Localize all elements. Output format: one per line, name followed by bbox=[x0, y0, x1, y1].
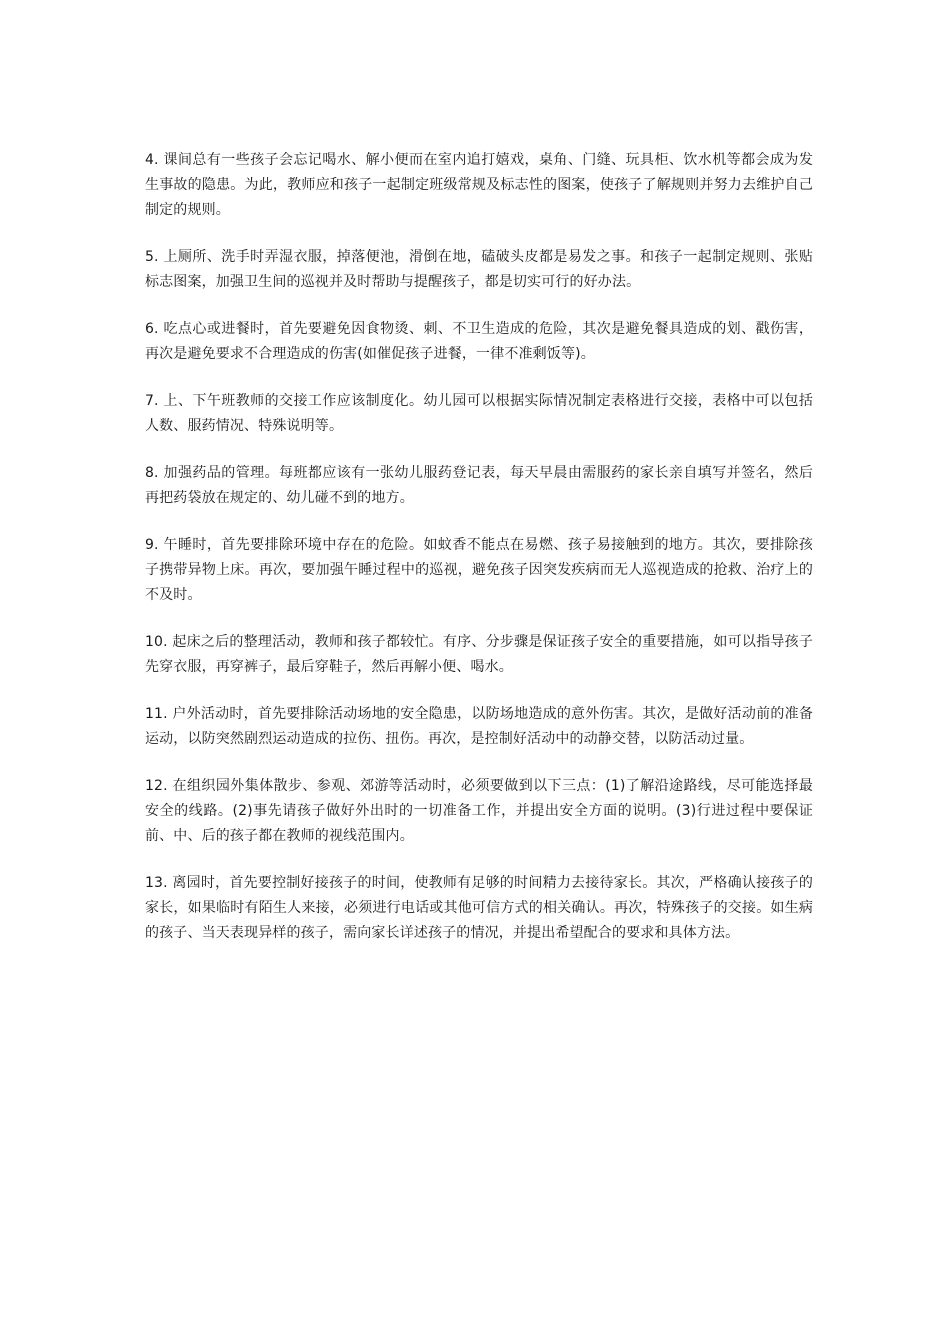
paragraph-item-6: 6. 吃点心或进餐时，首先要避免因食物烫、刺、不卫生造成的危险，其次是避免餐具造成的划、戳伤害，再次是避免要求不合理造成的伤害(如催促孩子进餐，一律不准剩饭等)。 bbox=[145, 321, 813, 362]
paragraph-item-7: 7. 上、下午班教师的交接工作应该制度化。幼儿园可以根据实际情况制定表格进行交接，表格中可以包括人数、服药情况、特殊说明等。 bbox=[145, 393, 813, 434]
paragraph-item-10: 10. 起床之后的整理活动，教师和孩子都较忙。有序、分步骤是保证孩子安全的重要措施，如可以指导孩子先穿衣服，再穿裤子，最后穿鞋子，然后再解小便、喝水。 bbox=[145, 634, 813, 675]
paragraph-item-8: 8. 加强药品的管理。每班都应该有一张幼儿服药登记表，每天早晨由需服药的家长亲自填写并签名，然后再把药袋放在规定的、幼儿碰不到的地方。 bbox=[145, 465, 813, 506]
paragraph-item-5: 5. 上厕所、洗手时弄湿衣服，掉落便池，滑倒在地，磕破头皮都是易发之事。和孩子一起制定规则、张贴标志图案，加强卫生间的巡视并及时帮助与提醒孩子，都是切实可行的好办法。 bbox=[145, 249, 813, 290]
paragraph-item-13: 13. 离园时，首先要控制好接孩子的时间，使教师有足够的时间精力去接待家长。其次，严格确认接孩子的家长，如果临时有陌生人来接，必须进行电话或其他可信方式的相关确认。再次，特殊孩子的交接。如生病的孩子、当天表现异样的孩子，需向家长详述孩子的情况，并提出希望配合的要求和具体方法。 bbox=[145, 875, 813, 941]
paragraph-item-4: 4. 课间总有一些孩子会忘记喝水、解小便而在室内追打嬉戏，桌角、门缝、玩具柜、饮水机等都会成为发生事故的隐患。为此，教师应和孩子一起制定班级常规及标志性的图案，使孩子了解规则并努力去维护自己制定的规则。 bbox=[145, 152, 813, 218]
paragraph-item-12: 12. 在组织园外集体散步、参观、郊游等活动时，必须要做到以下三点：(1)了解沿途路线，尽可能选择最安全的线路。(2)事先请孩子做好外出时的一切准备工作，并提出安全方面的说明。(3)行进过程中要保证前、中、后的孩子都在教师的视线范围内。 bbox=[145, 778, 813, 844]
paragraph-item-11: 11. 户外活动时，首先要排除活动场地的安全隐患，以防场地造成的意外伤害。其次，是做好活动前的准备运动，以防突然剧烈运动造成的拉伤、扭伤。再次，是控制好活动中的动静交替，以防活动过量。 bbox=[145, 706, 813, 747]
document-body bbox=[145, 148, 813, 968]
paragraph-item-9: 9. 午睡时，首先要排除环境中存在的危险。如蚊香不能点在易燃、孩子易接触到的地方。其次，要排除孩子携带异物上床。再次，要加强午睡过程中的巡视，避免孩子因突发疾病而无人巡视造成的抢救、治疗上的不及时。 bbox=[145, 537, 813, 603]
